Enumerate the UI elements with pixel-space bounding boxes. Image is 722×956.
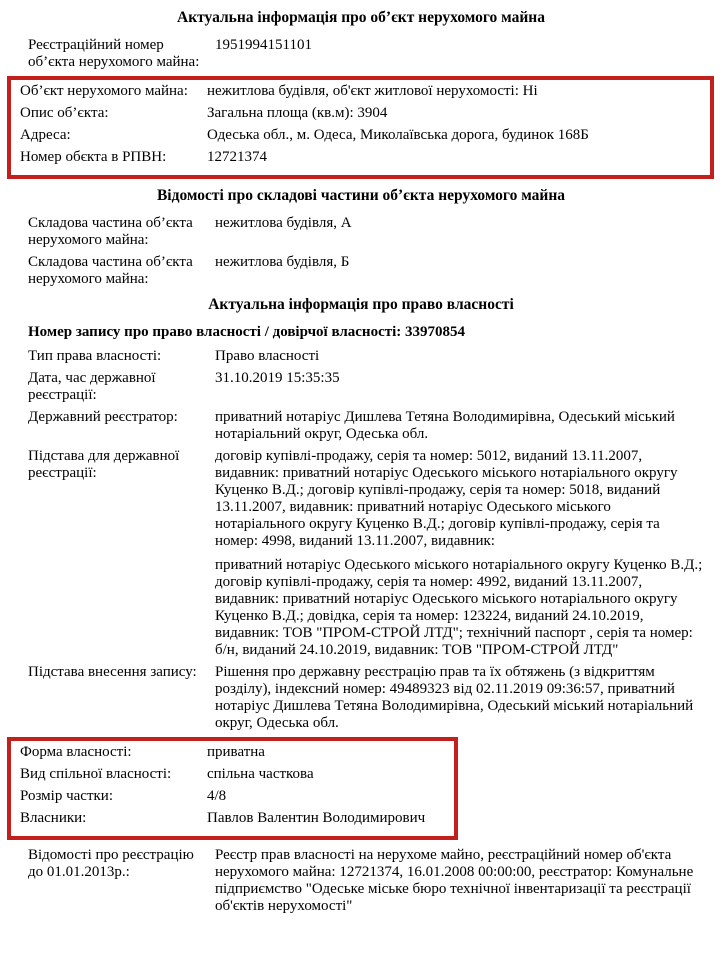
field-row-pre-2013-registration [0, 847, 722, 915]
field-value: 4/8 [207, 788, 227, 804]
field-label: Державний реєстратор: [28, 409, 178, 425]
field-row-registration-datetime [0, 370, 722, 404]
field-row-object-description [11, 105, 710, 122]
field-label: Власники: [20, 810, 87, 826]
field-row-component-b [0, 254, 722, 288]
field-row-ownership-type [0, 348, 722, 365]
field-value: приватна [207, 744, 265, 760]
field-value: Рішення про державну реєстрацію прав та їх обтяжень (з відкриттям розділу), індексний номер: 49489323 від 02.11.2019 09:36:57, приватний нотаріус Дишлева Тетяна Володимирівна, Одеський міський нотаріальний округ, Одеська обл. [215, 664, 694, 731]
field-value: 31.10.2019 15:35:35 [215, 370, 340, 386]
field-value: Реєстр прав власності на нерухоме майно, реєстраційний номер об'єкта нерухомого майна: 12721374, 16.01.2008 00:00:00, реєстратор: Комунальне підприємство "Одеське міське бюро технічної інвентаризації та реєстрації об'єктів нерухомості" [215, 847, 694, 914]
field-value: 1951994151101 [215, 37, 312, 53]
field-row-joint-ownership-kind [11, 766, 454, 783]
field-value: спільна часткова [207, 766, 314, 782]
field-value: 12721374 [207, 149, 267, 165]
field-row-entry-basis [0, 664, 722, 732]
field-row-share-size [11, 788, 454, 805]
field-label: Дата, час державної реєстрації: [28, 370, 156, 403]
field-value [215, 448, 704, 659]
field-value: нежитлова будівля, об'єкт житлової нерухомості: Ні [207, 83, 538, 99]
field-value: нежитлова будівля, А [215, 215, 352, 231]
field-value: Загальна площа (кв.м): 3904 [207, 105, 388, 121]
field-label: Складова частина об’єкта нерухомого майна: [28, 254, 193, 287]
field-value: Одеська обл., м. Одеса, Миколаївська дорога, будинок 168Б [207, 127, 589, 143]
field-row-address [11, 127, 710, 144]
field-label: Підстава внесення запису: [28, 664, 197, 680]
field-row-object-type [11, 83, 710, 100]
field-label: Розмір частки: [20, 788, 113, 804]
basis-paragraph-2: приватний нотаріус Одеського міського нотаріального округу Куценко В.Д.; договір купівлі-продажу, серія та номер: 4992, виданий 13.11.2007, видавник: приватний нотаріус Одеського міського нотаріального округу Куценко В.Д.; довідка, серія та номер: 123224, виданий 24.10.2019, видавник: ТОВ "ПРОМ-СТРОЙ ЛТД"; технічний паспорт , серія та номер: б/н, виданий 24.10.2019, видавник: ТОВ "ПРОМ-СТРОЙ ЛТД" [215, 557, 703, 658]
field-value: нежитлова будівля, Б [215, 254, 350, 270]
section-title-components: Відомості про складові частини об’єкта нерухомого майна [156, 187, 566, 204]
field-label: Відомості про реєстрацію до 01.01.2013р.: [28, 847, 194, 880]
field-row-registration-number [0, 37, 722, 71]
field-label: Підстава для державної реєстрації: [28, 448, 180, 481]
field-label: Вид спільної власності: [20, 766, 172, 782]
field-value: Павлов Валентин Володимирович [207, 810, 426, 826]
field-label: Адреса: [20, 127, 71, 143]
field-label: Реєстраційний номер об’єкта нерухомого майна: [28, 37, 200, 70]
field-row-registration-basis [0, 448, 722, 659]
field-row-component-a [0, 215, 722, 249]
field-row-owners [11, 810, 454, 827]
field-label: Опис об’єкта: [20, 105, 109, 121]
field-row-rpvn-number [11, 149, 710, 166]
basis-paragraph-1: договір купівлі-продажу, серія та номер: 5012, виданий 13.11.2007, видавник: приватний нотаріус Одеського міського нотаріального округу Куценко В.Д.; договір купівлі-продажу, серія та номер: 5018, виданий 13.11.2007, видавник: приватний нотаріус Одеського міського нотаріального округу Куценко В.Д.; договір купівлі-продажу, серія та номер: 4998, виданий 13.11.2007, видавник: [215, 448, 678, 549]
field-label: Номер обєкта в РПВН: [20, 149, 167, 165]
field-label: Форма власності: [20, 744, 132, 760]
highlight-box-object-details [7, 76, 714, 179]
field-value: Право власності [215, 348, 320, 364]
field-row-state-registrar [0, 409, 722, 443]
field-row-ownership-form [11, 744, 454, 761]
section-title-property-object: Актуальна інформація про об’єкт нерухомого майна [177, 9, 545, 26]
ownership-record-number: Номер запису про право власності / довірчої власності: 33970854 [28, 324, 466, 340]
section-title-ownership: Актуальна інформація про право власності [208, 296, 514, 313]
field-label: Об’єкт нерухомого майна: [20, 83, 188, 99]
field-label: Тип права власності: [28, 348, 162, 364]
highlight-box-ownership-details [7, 737, 458, 840]
field-label: Складова частина об’єкта нерухомого майна: [28, 215, 193, 248]
field-value: приватний нотаріус Дишлева Тетяна Володимирівна, Одеський міський нотаріальний округ, Одеська обл. [215, 409, 675, 442]
